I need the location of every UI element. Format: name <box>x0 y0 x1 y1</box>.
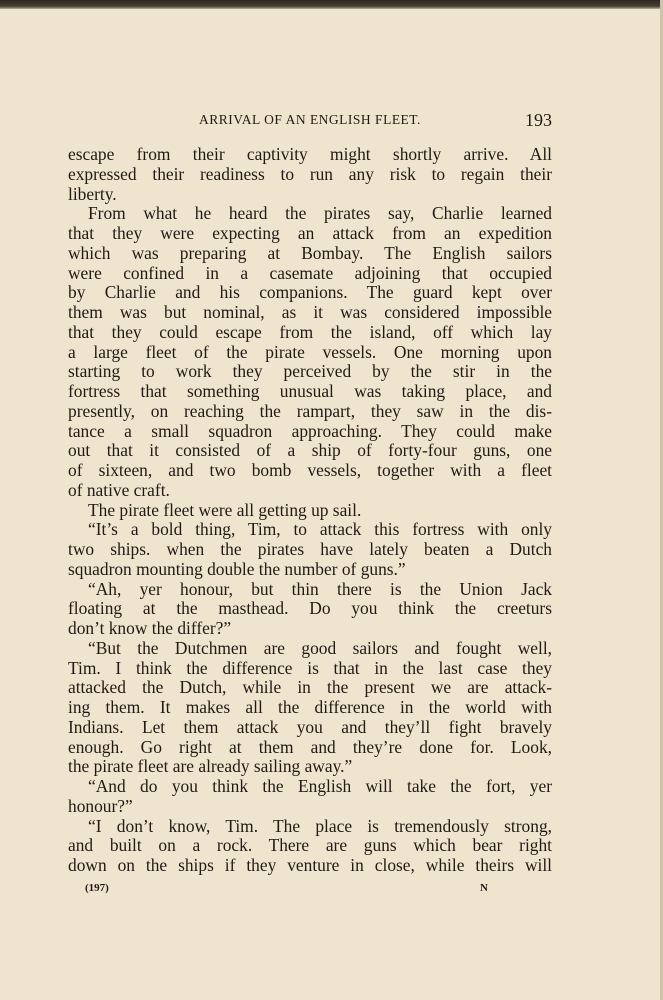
text-line: of sixteen, and two bomb vessels, together with a fleet <box>68 460 552 480</box>
page-header <box>68 110 552 130</box>
text-line: out that it consisted of a ship of forty-four guns, one <box>68 440 552 461</box>
text-line: The pirate fleet were all getting up sail. <box>88 499 362 520</box>
text-line: presently, on reaching the rampart, they saw in the dis- <box>68 400 552 421</box>
text-line: were confined in a casemate adjoining that occupied <box>68 262 552 283</box>
page-top-edge <box>0 0 663 9</box>
text-line: that they could escape from the island, off which lay <box>68 321 552 342</box>
text-line: liberty. <box>68 183 117 204</box>
text-line: that they were expecting an attack from an expedition <box>68 223 552 243</box>
text-line: escape from their captivity might shortly arrive. All <box>68 144 552 164</box>
text-line: tance a small squadron approaching. They could make <box>68 420 552 441</box>
text-line: the pirate fleet are already sailing away.” <box>68 756 353 777</box>
text-line: a large fleet of the pirate vessels. One morning upon <box>68 341 552 362</box>
signature-mark: (197) <box>85 882 109 894</box>
text-line: “I don’t know, Tim. The place is tremendously strong, <box>88 815 552 836</box>
text-line: “It’s a bold thing, Tim, to attack this fortress with only <box>88 519 552 540</box>
text-line: expressed their readiness to run any risk to regain their <box>68 163 552 184</box>
text-line: down on the ships if they venture in close, while theirs will <box>68 855 552 875</box>
text-line: “But the Dutchmen are good sailors and fought well, <box>88 637 552 658</box>
signature-letter: N <box>480 882 488 894</box>
body-text <box>68 145 552 876</box>
text-line: attacked the Dutch, while in the present we are attack- <box>68 677 552 698</box>
running-title: ARRIVAL OF AN ENGLISH FLEET. <box>199 112 421 127</box>
page-number: 193 <box>525 110 552 130</box>
text-line: of native craft. <box>68 479 170 500</box>
text-line: enough. Go right at them and they’re done for. Look, <box>68 736 552 757</box>
text-line: two ships. when the pirates have lately beaten a Dutch <box>68 539 552 559</box>
text-line: From what he heard the pirates say, Charlie learned <box>88 203 552 224</box>
text-line: starting to work they perceived by the stir in the <box>68 361 552 382</box>
text-line: don’t know the differ?” <box>68 618 232 638</box>
text-line: honour?” <box>68 795 133 816</box>
text-line: “And do you think the English will take the fort, yer <box>88 776 552 796</box>
text-line: them was but nominal, as it was considered impossible <box>68 302 552 322</box>
page-footer <box>68 880 552 896</box>
text-line: by Charlie and his companions. The guard kept over <box>68 282 552 303</box>
text-line: “Ah, yer honour, but thin there is the Union Jack <box>88 578 552 599</box>
text-line: and built on a rock. There are guns which bear right <box>68 835 552 856</box>
text-line: floating at the masthead. Do you think the creeturs <box>68 598 552 619</box>
text-line: ing them. It makes all the difference in the world with <box>68 697 552 717</box>
text-line: fortress that something unusual was taking place, and <box>68 381 552 401</box>
text-line: squadron mounting double the number of guns.” <box>68 558 406 579</box>
text-line: Indians. Let them attack you and they’ll fight bravely <box>68 716 552 737</box>
text-line: Tim. I think the difference is that in the last case they <box>68 657 552 678</box>
text-line: which was preparing at Bombay. The English sailors <box>68 242 552 263</box>
